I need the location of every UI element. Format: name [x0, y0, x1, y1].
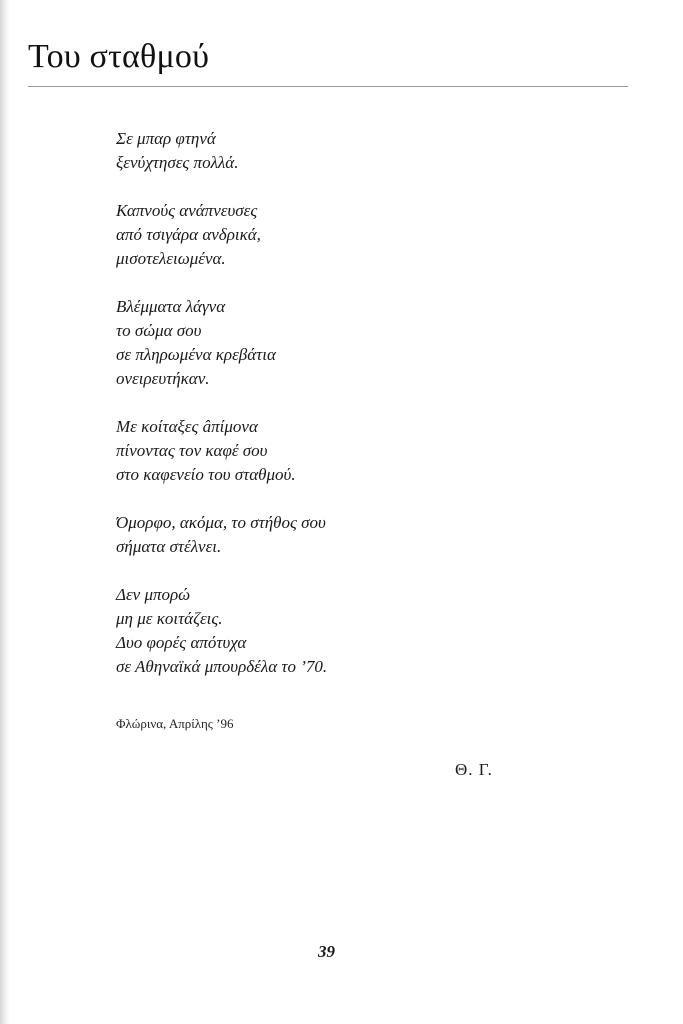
page-edge-shadow: [0, 0, 10, 1024]
poem-line: από τσιγάρα ανδρικά,: [116, 225, 261, 244]
author-initials: Θ. Γ.: [455, 760, 493, 779]
poem-title: Του σταθμού: [28, 38, 210, 75]
poem-line: μη με κοιτάζεις.: [116, 609, 223, 628]
place-date: Φλώρινα, Απρίλης ’96: [116, 716, 234, 731]
stanza-1: [116, 127, 596, 175]
stanza-3: [116, 295, 596, 391]
poem-body: [116, 127, 596, 703]
stanza-4: [116, 415, 596, 487]
poem-line: Σε μπαρ φτηνά: [116, 129, 216, 148]
stanza-5: [116, 511, 596, 559]
poem-line: σήματα στέλνει.: [116, 537, 222, 556]
poem-line: το σώμα σου: [116, 321, 202, 340]
poem-line: Δυο φορές απότυχα: [116, 633, 247, 652]
poem-line: ξενύχτησες πολλά.: [116, 153, 239, 172]
poem-line: μισοτελειωμένα.: [116, 249, 226, 268]
poem-line: Δεν μπορώ: [116, 585, 191, 604]
stanza-2: [116, 199, 596, 271]
stanza-6: [116, 583, 596, 679]
poem-line: ονειρευτήκαν.: [116, 369, 210, 388]
poem-line: Καπνούς ανάπνευσες: [116, 201, 258, 220]
poem-line: Όμορφο, ακόμα, το στήθος σου: [116, 513, 326, 532]
poem-line: σε πληρωμένα κρεβάτια: [116, 345, 276, 364]
poem-line: πίνοντας τον καφέ σου: [116, 441, 268, 460]
poem-line: Βλέμματα λάγνα: [116, 297, 226, 316]
page-number: 39: [318, 942, 335, 961]
poem-line: στο καφενείο του σταθμού.: [116, 465, 296, 484]
title-rule: [28, 86, 628, 87]
poem-line: Με κοίταξες âπίμονα: [116, 417, 258, 436]
poem-line: σε Αθηναϊκά μπουρδέλα το ’70.: [116, 657, 328, 676]
